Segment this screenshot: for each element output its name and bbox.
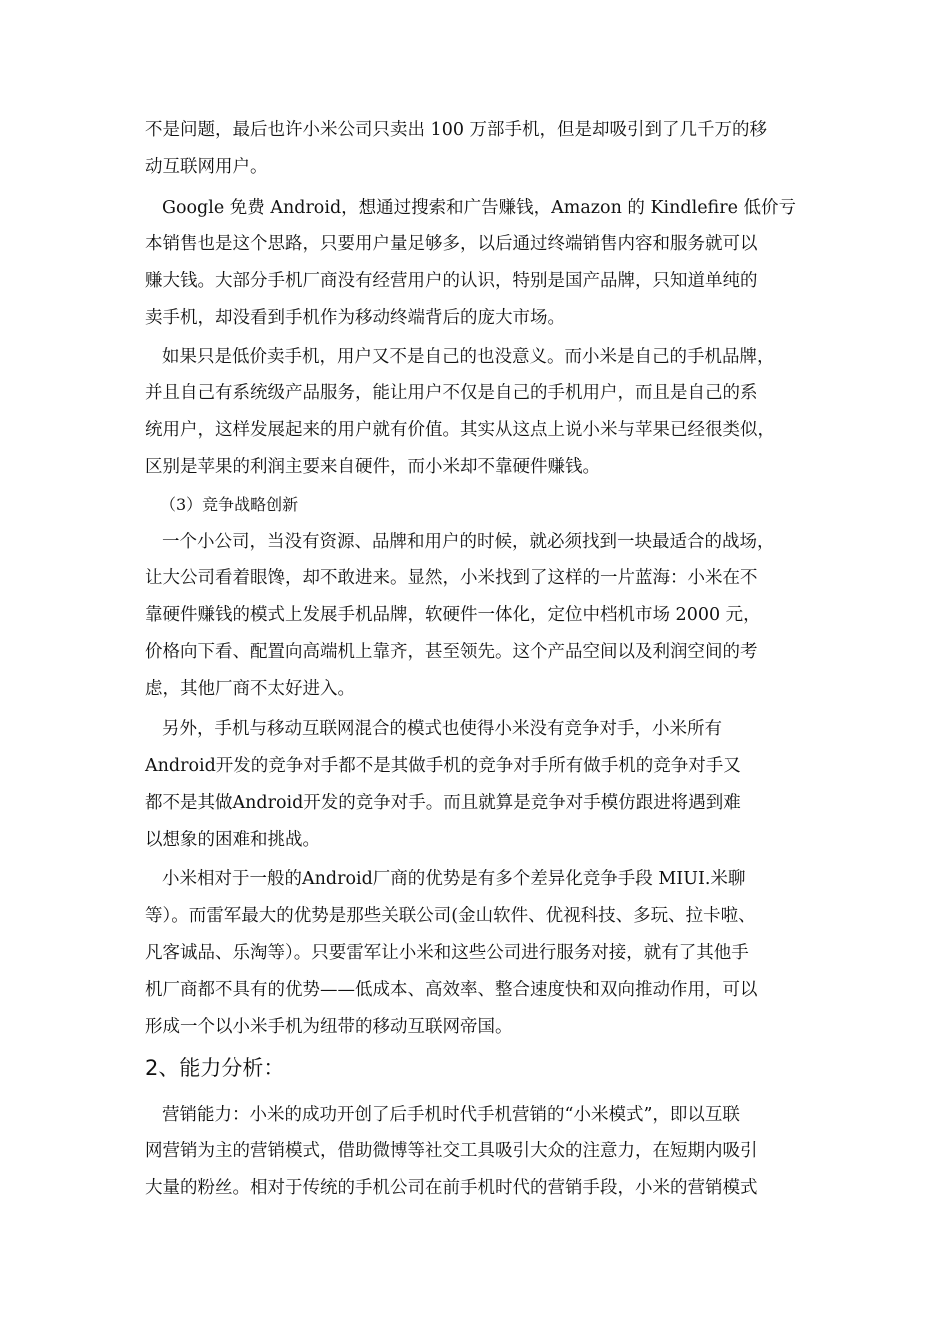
text-line: 营销能力：小米的成功开创了后手机时代手机营销的“小米模式”，即以互联 <box>162 1105 740 1125</box>
text-line: 统用户，这样发展起来的用户就有价值。其实从这点上说小米与苹果已经很类似， <box>145 420 775 440</box>
text-line: 靠硬件赚钱的模式上发展手机品牌，软硬件一体化，定位中档机市场 2000 元， <box>145 605 761 625</box>
text-line: 并且自己有系统级产品服务，能让用户不仅是自己的手机用户，而且是自己的系 <box>145 383 758 403</box>
section-subheading: （3）竞争战略创新 <box>160 495 299 514</box>
text-line: Google 免费 Android，想通过搜索和广告赚钱，Amazon 的 Kindlefire 低价亏 <box>162 198 797 218</box>
text-line: 虑，其他厂商不太好进入。 <box>145 679 355 699</box>
text-line: 等）。而雷军最大的优势是那些关联公司(金山软件、优视科技、多玩、拉卡啦、 <box>145 906 756 926</box>
text-line: Android开发的竞争对手都不是其做手机的竞争对手所有做手机的竞争对手又 <box>145 756 741 776</box>
text-line: 机厂商都不具有的优势——低成本、高效率、整合速度快和双向推动作用，可以 <box>145 980 758 1000</box>
text-line: 不是问题，最后也许小米公司只卖出 100 万部手机，但是却吸引到了几千万的移 <box>145 120 768 140</box>
text-line: 另外，手机与移动互联网混合的模式也使得小米没有竞争对手，小米所有 <box>162 719 722 739</box>
text-line: 让大公司看着眼馋，却不敢进来。显然，小米找到了这样的一片蓝海：小米在不 <box>145 568 758 588</box>
text-line: 形成一个以小米手机为纽带的移动互联网帝国。 <box>145 1017 513 1037</box>
text-line: 网营销为主的营销模式，借助微博等社交工具吸引大众的注意力，在短期内吸引 <box>145 1141 758 1161</box>
text-line: 动互联网用户。 <box>145 157 268 177</box>
text-line: 赚大钱。大部分手机厂商没有经营用户的认识，特别是国产品牌，只知道单纯的 <box>145 271 758 291</box>
text-line: 凡客诚品、乐淘等）。只要雷军让小米和这些公司进行服务对接，就有了其他手 <box>145 943 749 963</box>
text-line: 大量的粉丝。相对于传统的手机公司在前手机时代的营销手段，小米的营销模式 <box>145 1178 758 1198</box>
text-line: 区别是苹果的利润主要来自硬件，而小米却不靠硬件赚钱。 <box>145 457 600 477</box>
text-line: 卖手机，却没看到手机作为移动终端背后的庞大市场。 <box>145 308 565 328</box>
text-line: 以想象的困难和挑战。 <box>145 830 320 850</box>
text-line: 本销售也是这个思路，只要用户量足够多，以后通过终端销售内容和服务就可以 <box>145 234 758 254</box>
text-line: 小米相对于一般的Android厂商的优势是有多个差异化竞争手段 MIUI.米聊 <box>162 869 746 889</box>
text-line: 价格向下看、配置向高端机上靠齐，甚至领先。这个产品空间以及利润空间的考 <box>145 642 758 662</box>
text-line: 如果只是低价卖手机，用户又不是自己的也没意义。而小米是自己的手机品牌， <box>162 347 775 367</box>
text-line: 一个小公司，当没有资源、品牌和用户的时候，就必须找到一块最适合的战场， <box>162 532 775 552</box>
text-line: 都不是其做Android开发的竞争对手。而且就算是竞争对手模仿跟进将遇到难 <box>145 793 741 813</box>
section-heading: 2、能力分析： <box>145 1056 285 1080</box>
